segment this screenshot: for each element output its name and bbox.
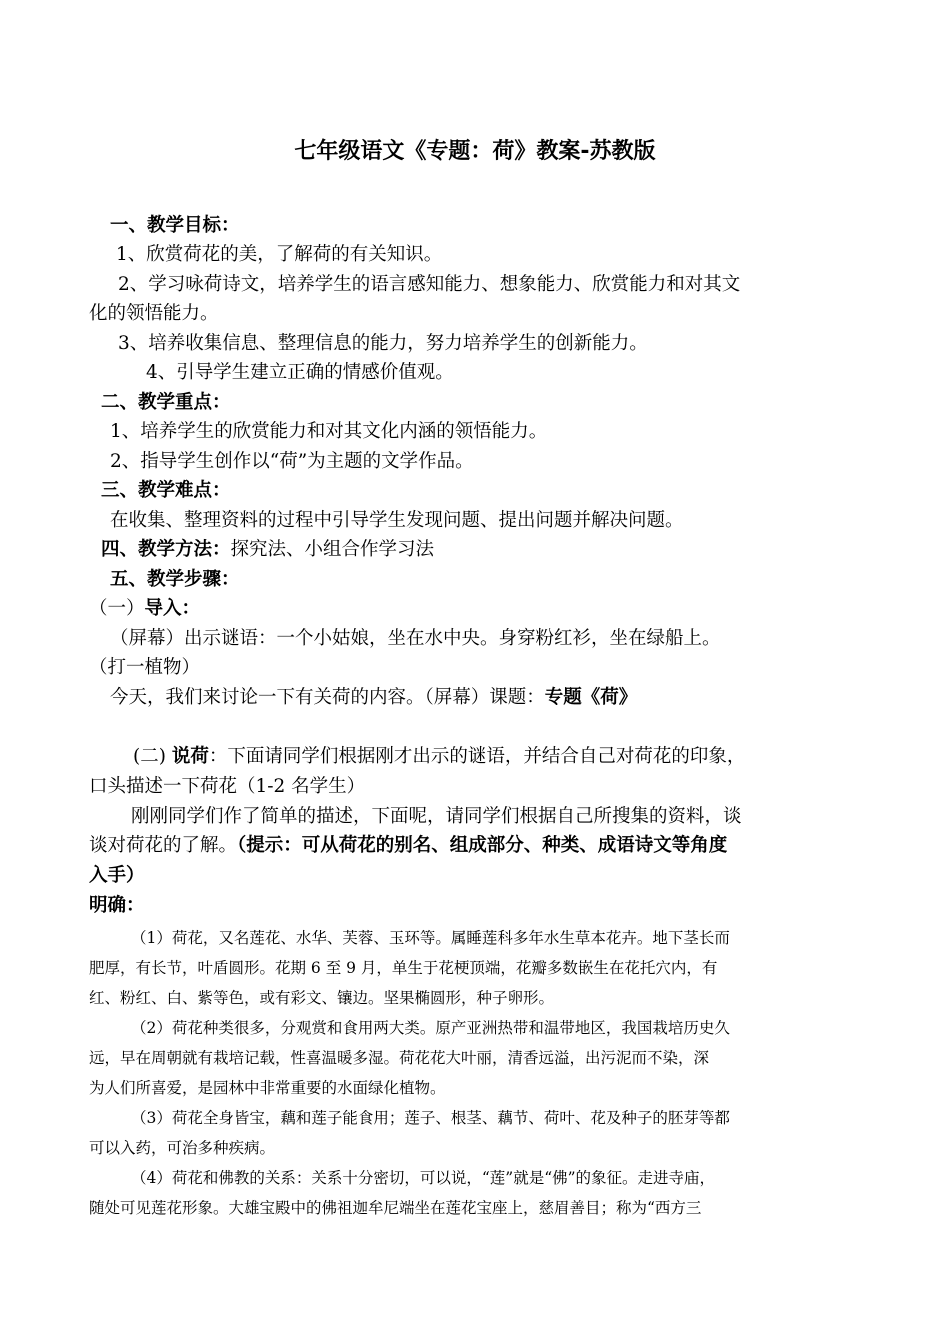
fact-4-line-1: （4）荷花和佛教的关系：关系十分密切，可以说，“莲”就是“佛”的象征。走进寺庙， [131, 1169, 716, 1187]
objective-1: 1、欣赏荷花的美，了解荷的有关知识。 [116, 244, 443, 265]
riddle-line-1: （屏幕）出示谜语：一个小姑娘，坐在水中央。身穿粉红衫，坐在绿船上。 [110, 628, 721, 649]
step-2-prefix: (二) [133, 746, 166, 767]
difficulty-text: 在收集、整理资料的过程中引导学生发现问题、提出问题并解决问题。 [110, 510, 684, 531]
section-heading-difficulties: 三、教学难点： [101, 480, 231, 501]
fact-1-line-3: 红、粉红、白、紫等色，或有彩文、镶边。坚果椭圆形，种子卵形。 [89, 989, 555, 1007]
key-point-1: 1、培养学生的欣赏能力和对其文化内涵的领悟能力。 [110, 421, 548, 442]
paragraph-2-text: 谈对荷花的了解。 [89, 835, 238, 856]
topic-line [110, 684, 637, 712]
fact-2-line-3: 为人们所喜爱，是园林中非常重要的水面绿化植物。 [89, 1079, 446, 1097]
section-heading-methods: 四、教学方法： [101, 539, 231, 560]
section-heading-key-points: 二、教学重点： [101, 392, 231, 413]
fact-1-line-1: （1）荷花，又名莲花、水华、芙蓉、玉环等。属睡莲科多年水生草本花卉。地下茎长而 [131, 929, 730, 947]
step-1-label: 导入： [144, 598, 201, 619]
page-title: 七年级语文《专题：荷》教案-苏教版 [294, 139, 656, 164]
objective-2-line-1: 2、学习咏荷诗文，培养学生的语言感知能力、想象能力、欣赏能力和对其文 [118, 274, 741, 295]
objective-4: 4、引导学生建立正确的情感价值观。 [146, 362, 454, 383]
clarify-label: 明确： [89, 895, 145, 916]
objective-2-line-2: 化的领悟能力。 [89, 303, 219, 324]
section-heading-steps: 五、教学步骤： [110, 569, 240, 590]
fact-3-line-2: 可以入药，可治多种疾病。 [89, 1139, 276, 1157]
fact-3-line-1: （3）荷花全身皆宝，藕和莲子能食用；莲子、根茎、藕节、荷叶、花及种子的胚芽等都 [131, 1109, 730, 1127]
step-1-prefix: （一） [89, 598, 145, 619]
fact-1-line-2: 肥厚，有长节，叶盾圆形。花期 6 至 9 月，单生于花梗顶端，花瓣多数嵌生在花托穴内，有 [89, 959, 718, 977]
step-1-heading [89, 595, 200, 623]
methods-line [101, 536, 434, 564]
topic-title: 专题《荷》 [544, 687, 638, 708]
key-point-2: 2、指导学生创作以“荷”为主题的文学作品。 [110, 451, 474, 472]
paragraph-2-line-3: 入手） [89, 865, 145, 886]
fact-2-line-2: 远，早在周朝就有栽培记载，性喜温暖多湿。荷花花大叶丽，清香远溢，出污泥而不染，深 [89, 1049, 710, 1067]
step-2-line-1 [133, 743, 745, 771]
paragraph-2-line-1: 刚刚同学们作了简单的描述，下面呢，请同学们根据自己所搜集的资料，谈 [131, 806, 742, 827]
fact-4-line-2: 随处可见莲花形象。大雄宝殿中的佛祖迦牟尼端坐在莲花宝座上，慈眉善目；称为“西方三 [89, 1199, 702, 1217]
topic-intro: 今天，我们来讨论一下有关荷的内容。（屏幕）课题： [110, 687, 545, 708]
step-2-line-2: 口头描述一下荷花（1-2 名学生） [89, 776, 366, 797]
fact-2-line-1: （2）荷花种类很多，分观赏和食用两大类。原产亚洲热带和温带地区，我国栽培历史久 [131, 1019, 730, 1037]
riddle-line-2: （打一植物） [89, 657, 201, 678]
step-2-label: 说荷 [171, 746, 209, 767]
section-heading-objectives: 一、教学目标： [110, 215, 240, 236]
objective-3: 3、培养收集信息、整理信息的能力，努力培养学生的创新能力。 [118, 333, 648, 354]
methods-text: 探究法、小组合作学习法 [230, 539, 435, 560]
paragraph-2-hint: （提示：可从荷花的别名、组成部分、种类、成语诗文等角度 [237, 835, 728, 856]
paragraph-2-line-2 [89, 832, 727, 860]
step-2-text: ：下面请同学们根据刚才出示的谜语，并结合自己对荷花的印象， [208, 746, 746, 767]
